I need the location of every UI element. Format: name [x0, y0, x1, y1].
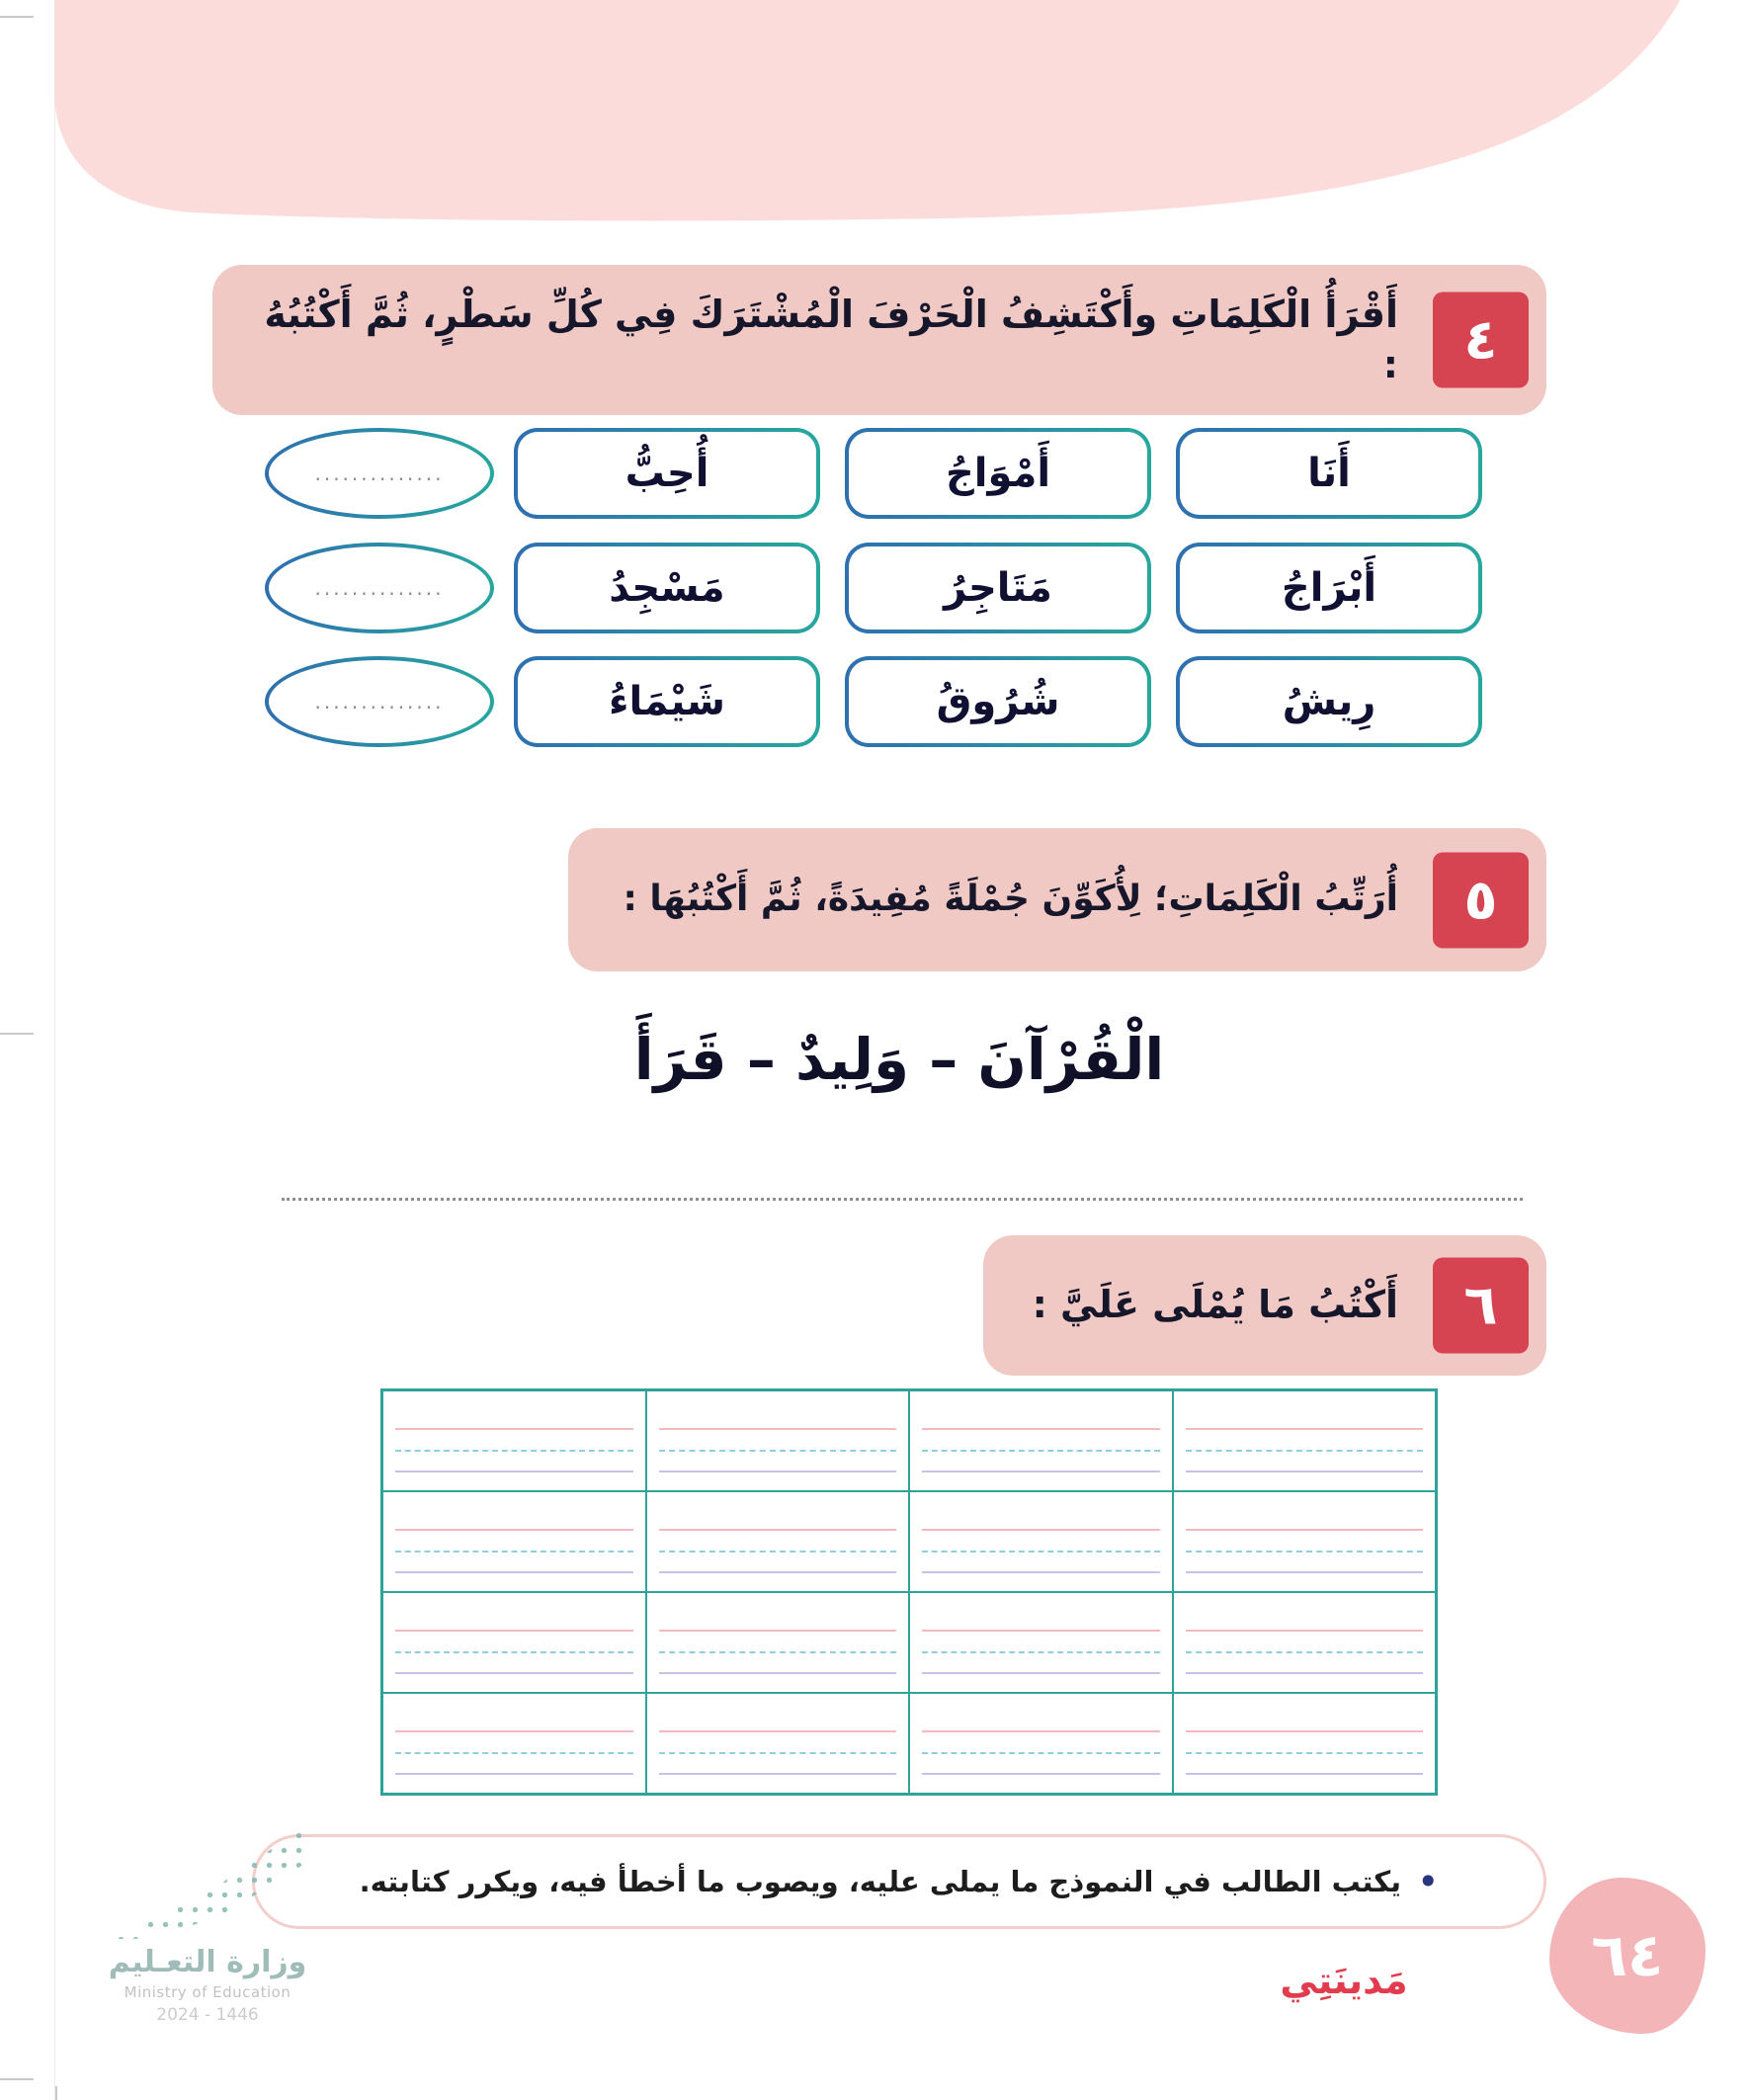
ministry-logo-icon	[114, 1828, 301, 1939]
writing-cell[interactable]	[1173, 1390, 1437, 1491]
writing-cell[interactable]	[646, 1491, 910, 1592]
writing-cell[interactable]	[1173, 1693, 1437, 1794]
ruled-line-top	[659, 1428, 897, 1430]
page-number-badge	[1549, 1878, 1706, 2034]
word-label: أَمْوَاجُ	[849, 432, 1147, 515]
ruled-line-bottom	[922, 1773, 1160, 1775]
word-card	[1176, 656, 1482, 747]
word-card	[514, 428, 820, 519]
ruled-line-top	[922, 1630, 1160, 1632]
writing-cell[interactable]	[909, 1693, 1173, 1794]
ruled-line-middle	[659, 1752, 897, 1754]
ruled-line-middle	[659, 1651, 897, 1653]
ruled-line-middle	[922, 1651, 1160, 1653]
answer-dots: ..............	[269, 660, 490, 743]
ruled-line-top	[395, 1529, 633, 1531]
exercise4-title: أَقْرَأُ الْكَلِمَاتِ وأَكْتَشِفُ الْحَرْفَ الْمُشْتَرَكَ فِي كُلِّ سَطْرٍ، ثُمَّ أَكْتُبُهُ :	[264, 292, 1398, 386]
ruled-line-bottom	[1186, 1571, 1424, 1573]
writing-cell[interactable]	[909, 1592, 1173, 1693]
ruled-line-top	[1186, 1428, 1424, 1430]
top-decorative-band	[54, 0, 1749, 237]
word-label: شَيْمَاءُ	[518, 660, 816, 743]
ruled-line-bottom	[659, 1571, 897, 1573]
ruled-line-top	[922, 1730, 1160, 1732]
answer-oval-row3[interactable]	[265, 656, 494, 747]
ruled-line-middle	[1186, 1551, 1424, 1553]
exercise6-number-badge: ٦	[1433, 1258, 1529, 1354]
ruled-line-top	[659, 1730, 897, 1732]
ministry-logo-block	[89, 1828, 326, 2025]
ruled-line-bottom	[659, 1773, 897, 1775]
ruled-line-bottom	[395, 1571, 633, 1573]
writing-cell[interactable]	[382, 1693, 646, 1794]
writing-cell[interactable]	[909, 1491, 1173, 1592]
exercise5-banner	[568, 828, 1546, 971]
ruled-line-middle	[1186, 1752, 1424, 1754]
word-label: أَبْرَاجُ	[1180, 546, 1478, 630]
exercise5-answer-line[interactable]	[282, 1198, 1523, 1201]
exercise5-words: الْقُرْآنَ – وَلِيدٌ – قَرَأَ	[633, 1026, 1165, 1093]
answer-oval-row1[interactable]	[265, 428, 494, 519]
ruled-line-middle	[659, 1450, 897, 1452]
ruled-line-top	[922, 1529, 1160, 1531]
exercise4-number-badge: ٤	[1433, 293, 1529, 388]
ruled-line-top	[659, 1630, 897, 1632]
exercise4-banner	[212, 265, 1546, 415]
word-card	[514, 656, 820, 747]
ruled-line-bottom	[1186, 1773, 1424, 1775]
writing-cell[interactable]	[382, 1390, 646, 1491]
ruled-line-middle	[1186, 1651, 1424, 1653]
word-label: أُحِبُّ	[518, 432, 816, 515]
ruled-line-bottom	[659, 1470, 897, 1472]
word-label: رِيشُ	[1180, 660, 1478, 743]
writing-cell[interactable]	[1173, 1491, 1437, 1592]
word-card	[845, 543, 1151, 633]
ruled-line-middle	[395, 1651, 633, 1653]
ministry-name-english: Ministry of Education	[124, 1983, 292, 2001]
writing-cell[interactable]	[382, 1491, 646, 1592]
writing-cell[interactable]	[646, 1592, 910, 1693]
ruled-line-middle	[395, 1752, 633, 1754]
note-text: يكتب الطالب في النموذج ما يملى عليه، ويصوب ما أخطأ فيه، ويكرر كتابته.	[359, 1865, 1401, 1898]
writing-grid	[380, 1388, 1438, 1796]
ruled-line-bottom	[922, 1470, 1160, 1472]
word-label: أَنَا	[1180, 432, 1478, 515]
word-card	[514, 543, 820, 633]
writing-cell[interactable]	[1173, 1592, 1437, 1693]
ruled-line-middle	[395, 1551, 633, 1553]
ruled-line-top	[395, 1630, 633, 1632]
note-bullet: •	[1416, 1860, 1440, 1903]
ruled-line-bottom	[1186, 1672, 1424, 1674]
page-number: ٦٤	[1591, 1921, 1664, 1990]
book-title-footer: مَدينَتِي	[1280, 1959, 1408, 2002]
word-card	[1176, 428, 1482, 519]
ruled-line-top	[659, 1529, 897, 1531]
writing-cell[interactable]	[909, 1390, 1173, 1491]
word-card	[1176, 543, 1482, 633]
exercise6-banner	[983, 1235, 1546, 1376]
ministry-name-arabic: وزارة التعـليم	[108, 1945, 307, 1979]
ruled-line-middle	[659, 1551, 897, 1553]
writing-cell[interactable]	[646, 1390, 910, 1491]
writing-cell[interactable]	[646, 1693, 910, 1794]
ruled-line-bottom	[922, 1672, 1160, 1674]
page-edge-line	[54, 0, 55, 2100]
ruled-line-middle	[395, 1450, 633, 1452]
ruled-line-bottom	[922, 1571, 1160, 1573]
crop-mark	[0, 16, 34, 18]
exercise5-title: أُرَتِّبُ الْكَلِمَاتِ؛ لِأُكَوِّنَ جُمْلَةً مُفِيدَةً، ثُمَّ أَكْتُبُهَا :	[623, 879, 1398, 920]
teacher-note-box	[252, 1834, 1546, 1929]
ruled-line-bottom	[1186, 1470, 1424, 1472]
ruled-line-top	[395, 1428, 633, 1430]
ruled-line-top	[1186, 1529, 1424, 1531]
answer-oval-row2[interactable]	[265, 543, 494, 633]
ruled-line-middle	[922, 1551, 1160, 1553]
crop-mark	[0, 2078, 34, 2080]
ruled-line-middle	[1186, 1450, 1424, 1452]
ruled-line-top	[1186, 1730, 1424, 1732]
ruled-line-top	[922, 1428, 1160, 1430]
word-label: مَسْجِدُ	[518, 546, 816, 630]
answer-dots: ..............	[269, 432, 490, 515]
crop-mark	[55, 2086, 57, 2100]
ruled-line-middle	[922, 1752, 1160, 1754]
ruled-line-middle	[922, 1450, 1160, 1452]
ruled-line-bottom	[395, 1773, 633, 1775]
word-card	[845, 656, 1151, 747]
ministry-years: 2024 - 1446	[156, 2005, 259, 2025]
ruled-line-top	[1186, 1630, 1424, 1632]
ruled-line-top	[395, 1730, 633, 1732]
word-card	[845, 428, 1151, 519]
exercise6-title: أَكْتُبُ مَا يُمْلَى عَلَيَّ :	[1032, 1283, 1398, 1327]
word-label: شُرُوقُ	[849, 660, 1147, 743]
exercise5-number-badge: ٥	[1433, 852, 1529, 948]
answer-dots: ..............	[269, 546, 490, 630]
ruled-line-bottom	[659, 1672, 897, 1674]
ruled-line-bottom	[395, 1672, 633, 1674]
writing-cell[interactable]	[382, 1592, 646, 1693]
word-label: مَتَاجِرُ	[849, 546, 1147, 630]
crop-mark	[0, 1033, 34, 1035]
ruled-line-bottom	[395, 1470, 633, 1472]
